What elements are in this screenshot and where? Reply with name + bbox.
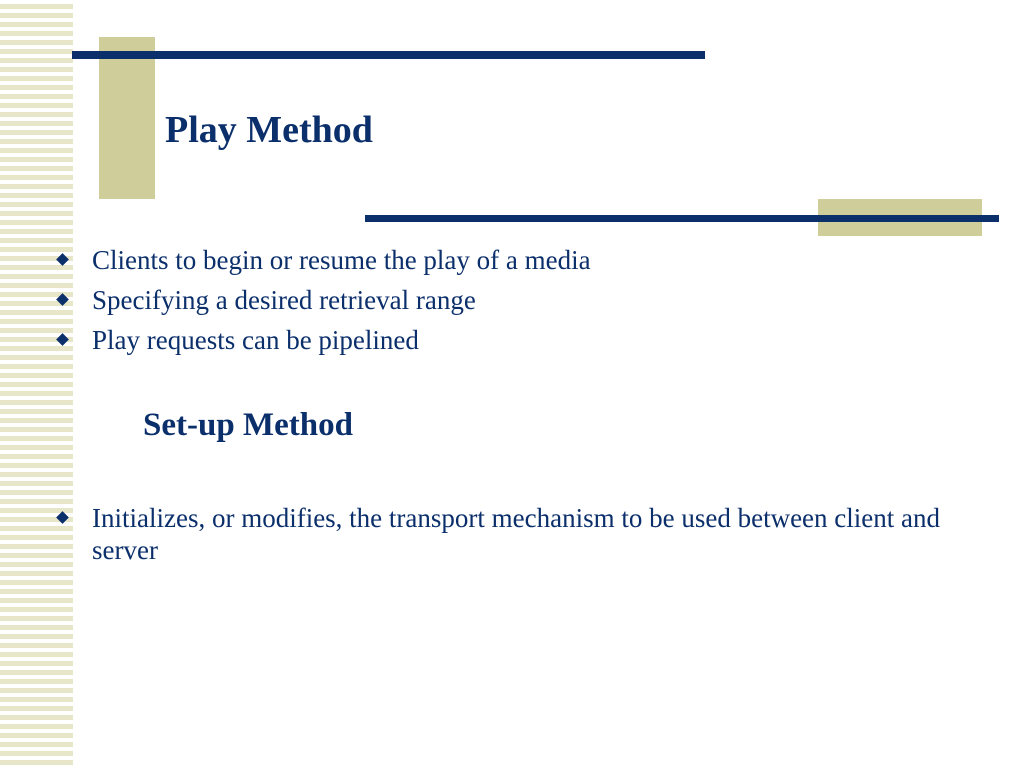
tan-vertical-bar-decoration: [99, 37, 155, 199]
bullet-text: Specifying a desired retrieval range: [92, 285, 476, 315]
diamond-bullet-icon: [56, 253, 69, 266]
title-underline-rule: [365, 215, 999, 222]
bullet-list: [50, 240, 950, 360]
top-rule-line: [72, 51, 705, 59]
section-subheading: Set-up Method: [143, 407, 353, 443]
bullet-item: [50, 320, 950, 360]
bullet-list-setup: [50, 502, 950, 566]
slide-title: Play Method: [165, 109, 373, 151]
bullet-text: Clients to begin or resume the play of a media: [92, 245, 591, 275]
striped-sidebar-decoration: [0, 0, 73, 768]
diamond-bullet-icon: [56, 511, 69, 524]
diamond-bullet-icon: [56, 293, 69, 306]
bullet-item: [50, 280, 950, 320]
bullet-item: [50, 502, 950, 566]
bullet-item: [50, 240, 950, 280]
diamond-bullet-icon: [56, 333, 69, 346]
bullet-text: Initializes, or modifies, the transport mechanism to be used between client and server: [92, 503, 940, 565]
bullet-text: Play requests can be pipelined: [92, 325, 419, 355]
